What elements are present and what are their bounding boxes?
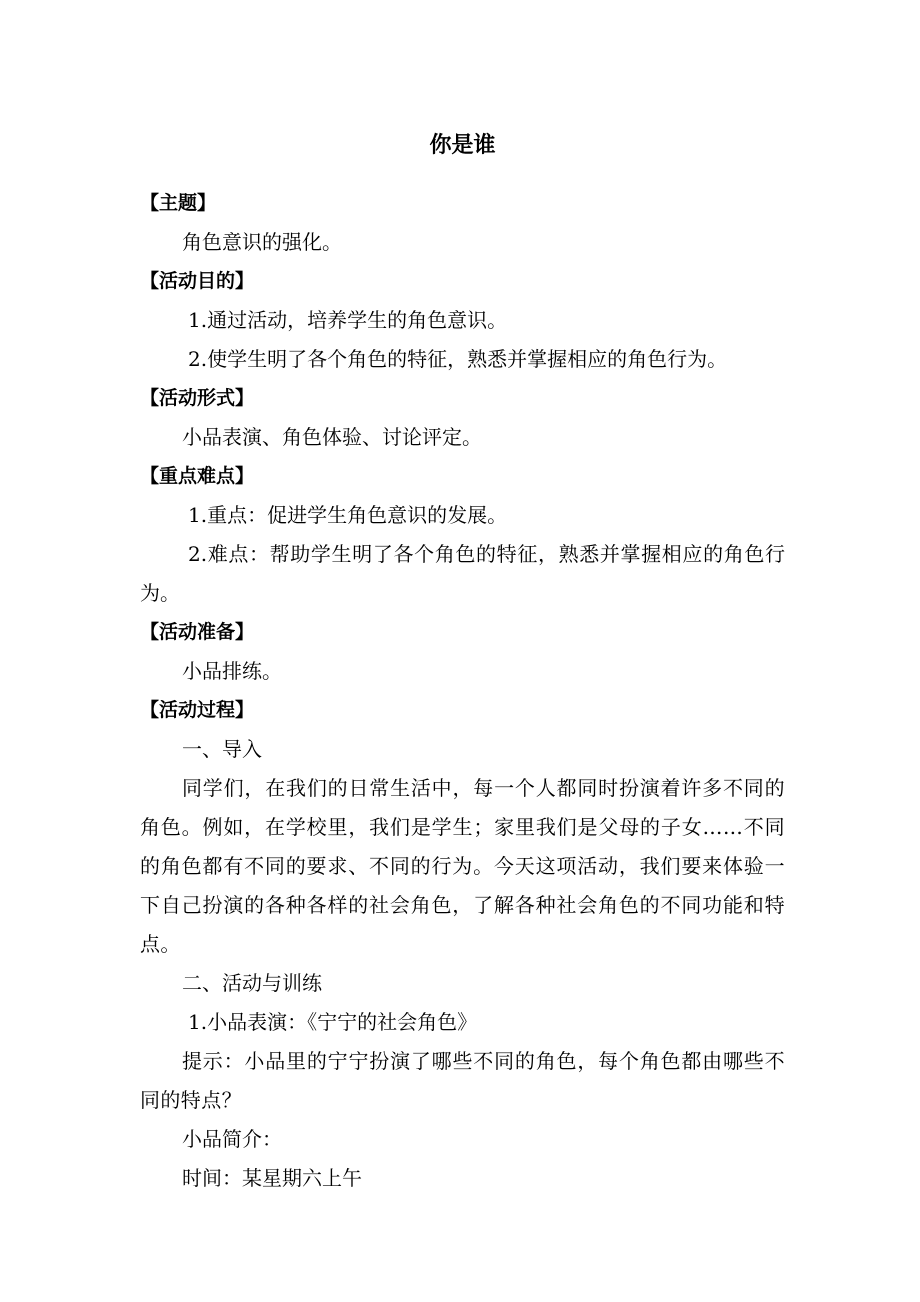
intro-paragraph: 同学们，在我们的日常生活中，每一个人都同时扮演着许多不同的角色。例如，在学校里，我们是学生；家里我们是父母的子女……不同的角色都有不同的要求、不同的行为。今天这项活动，我们要来体验一下自己扮演的各种各样的社会角色，了解各种社会角色的不同功能和特点。 [140, 776, 785, 956]
form-heading: 【活动形式】 [140, 387, 255, 409]
hint-paragraph: 提示：小品里的宁宁扮演了哪些不同的角色，每个角色都由哪些不同的特点？ [140, 1049, 785, 1112]
goals-heading: 【活动目的】 [140, 270, 255, 292]
preparation-heading: 【活动准备】 [140, 621, 255, 643]
document-page [140, 126, 785, 1198]
goal-item-2: 2.使学生明了各个角色的特征，熟悉并掌握相应的角色行为。 [188, 347, 728, 371]
key-point-item-1: 1.重点：促进学生角色意识的发展。 [188, 503, 508, 527]
training-heading: 二、活动与训练 [182, 971, 322, 995]
key-point-item-2: 2.难点：帮助学生明了各个角色的特征，熟悉并掌握相应的角色行为。 [140, 542, 785, 605]
theme-heading: 【主题】 [140, 192, 217, 214]
process-heading: 【活动过程】 [140, 699, 255, 721]
skit-time: 时间：某星期六上午 [182, 1166, 362, 1190]
goal-item-1: 1.通过活动，培养学生的角色意识。 [188, 308, 508, 332]
document-title: 你是谁 [429, 133, 496, 158]
theme-body: 角色意识的强化。 [182, 230, 342, 254]
form-body: 小品表演、角色体验、讨论评定。 [182, 425, 482, 449]
key-points-heading: 【重点难点】 [140, 465, 255, 487]
skit-intro: 小品简介： [182, 1127, 282, 1151]
skit-title: 1.小品表演：《宁宁的社会角色》 [188, 1010, 478, 1034]
intro-heading: 一、导入 [182, 737, 262, 761]
preparation-body: 小品排练。 [182, 659, 282, 683]
